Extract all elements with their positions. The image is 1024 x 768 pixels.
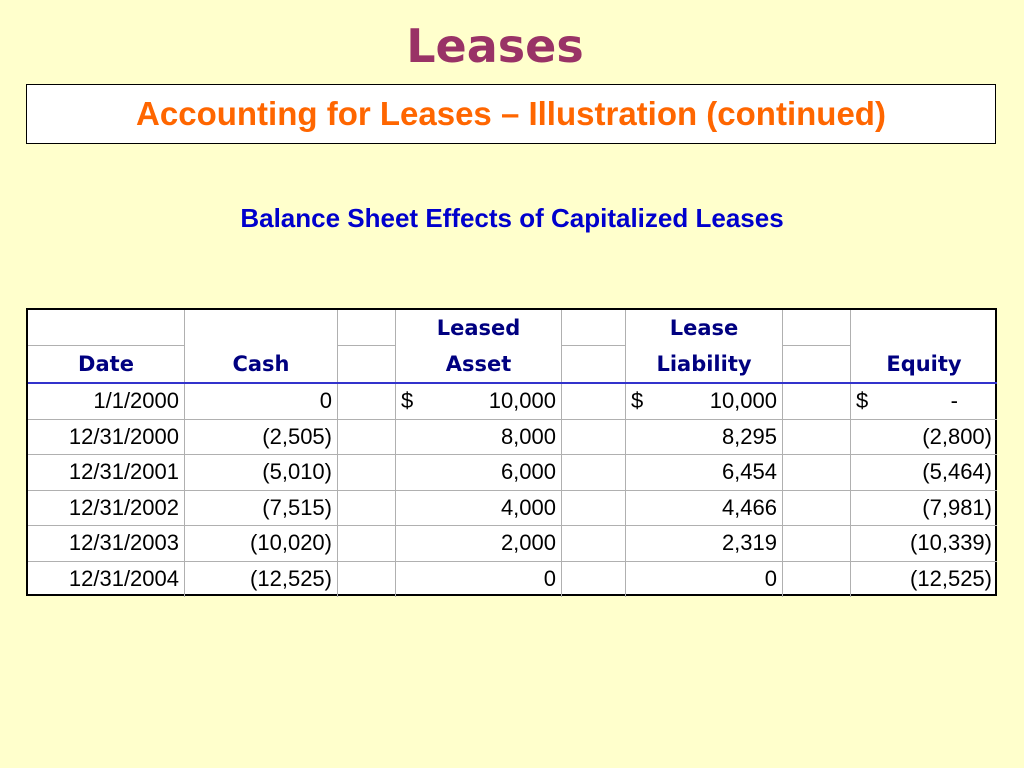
cell-blank [562,455,626,491]
cell-blank [783,526,851,562]
cell-blank [783,491,851,527]
cell-date: 12/31/2001 [28,455,185,491]
cell-equity: (5,464) [851,455,997,491]
header-blank [562,310,626,346]
header-cash: Cash [185,346,338,382]
header-blank [28,310,185,346]
cell-value: 10,000 [709,388,777,414]
cell-blank [783,420,851,456]
cell-asset [396,384,562,420]
cell-blank [562,384,626,420]
cell-cash: (12,525) [185,562,338,598]
balance-sheet-table [26,308,997,596]
table-row [28,562,997,598]
currency-symbol: $ [401,388,414,414]
cell-equity: (12,525) [910,566,992,592]
cell-blank [338,420,396,456]
header-leased: Leased [396,310,562,346]
cell-date: 12/31/2003 [28,526,185,562]
cell-cash: (7,515) [185,491,338,527]
cell-value: - [950,388,958,414]
header-row-top [28,310,997,346]
cell-equity: (7,981) [851,491,997,527]
cell-blank [783,384,851,420]
cell-asset: 2,000 [396,526,562,562]
cell-asset: 4,000 [396,491,562,527]
slide-subtitle: Accounting for Leases – Illustration (continued) [136,95,886,132]
header-blank [851,310,997,346]
header-blank [338,310,396,346]
cell-blank [783,455,851,491]
cell-liability: 6,454 [626,455,783,491]
cell-cash: (10,020) [185,526,338,562]
cell-equity: (2,800) [851,420,997,456]
cell-blank [562,526,626,562]
currency-symbol: $ [856,388,869,414]
table-row [28,526,997,562]
cell-liability: 8,295 [626,420,783,456]
cell-date: 12/31/2004 [28,562,185,598]
cell-blank [338,384,396,420]
table-row [28,384,997,420]
cell-liability [626,384,783,420]
cell-cash: (2,505) [185,420,338,456]
subtitle-box [26,84,996,144]
cell-blank [338,562,396,598]
header-blank [338,346,396,382]
header-blank [562,346,626,382]
cell-value: 10,000 [488,388,556,414]
cell-date: 12/31/2002 [28,491,185,527]
section-heading: Balance Sheet Effects of Capitalized Leases [240,203,784,233]
cell-blank [562,420,626,456]
header-asset: Asset [396,346,562,382]
cell-equity [851,384,997,420]
cell-asset: 0 [396,562,562,598]
header-blank [185,310,338,346]
cell-blank [783,562,851,598]
table-body [28,384,997,597]
cell-cash: 0 [185,384,338,420]
header-lease: Lease [626,310,783,346]
cell-equity: (10,339) [851,526,997,562]
table-row [28,420,997,456]
cell-blank [338,526,396,562]
slide-title: Leases [406,19,584,73]
header-blank [783,346,851,382]
cell-date: 1/1/2000 [28,384,185,420]
currency-symbol: $ [631,388,644,414]
cell-blank [562,562,626,598]
cell-liability: 0 [626,562,783,598]
header-row-bottom [28,346,997,384]
header-blank [783,310,851,346]
cell-blank [338,455,396,491]
cell-blank [562,491,626,527]
cell-cash: (5,010) [185,455,338,491]
cell-asset: 6,000 [396,455,562,491]
header-equity: Equity [886,352,962,376]
cell-liability: 2,319 [626,526,783,562]
cell-liability: 4,466 [626,491,783,527]
cell-date: 12/31/2000 [28,420,185,456]
header-date: Date [28,346,185,382]
table-row [28,491,997,527]
cell-asset: 8,000 [396,420,562,456]
header-liability: Liability [626,346,783,382]
cell-blank [338,491,396,527]
table-row [28,455,997,491]
